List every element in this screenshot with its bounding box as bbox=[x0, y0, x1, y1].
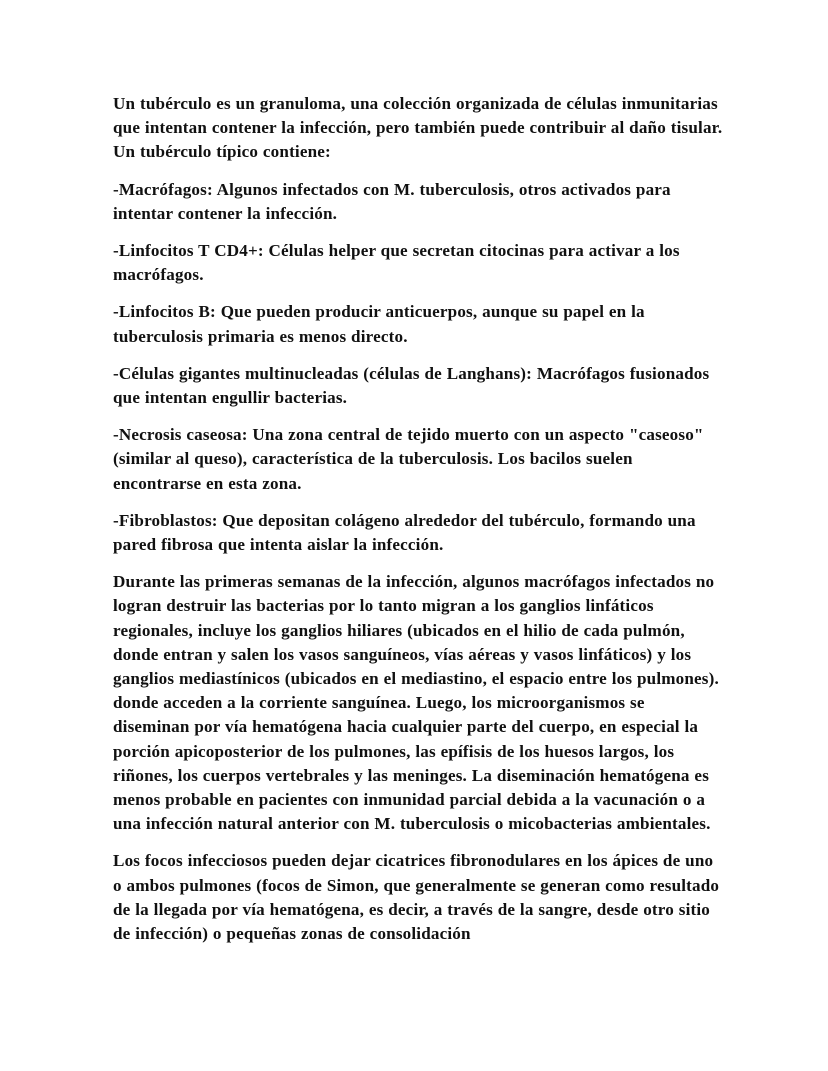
paragraph-item-necrosis-caseosa: -Necrosis caseosa: Una zona central de tejido muerto con un aspecto "caseoso" (similar al queso), característica de la tuberculosis. Los bacilos suelen encontrarse en esta zona. bbox=[113, 425, 704, 493]
paragraph-item-celulas-gigantes: -Células gigantes multinucleadas (células de Langhans): Macrófagos fusionados que intentan engullir bacterias. bbox=[113, 363, 710, 408]
paragraph-item-fibroblastos: -Fibroblastos: Que depositan colágeno alrededor del tubérculo, formando una pared fibrosa que intenta aislar la infección. bbox=[113, 510, 696, 555]
paragraph-item-macrofagos: -Macrófagos: Algunos infectados con M. tuberculosis, otros activados para intentar contener la infección. bbox=[113, 179, 671, 223]
paragraph-intro-tuberculo: Un tubérculo es un granuloma, una colección organizada de células inmunitarias que intentan contener la infección, pero también puede contribuir al daño tisular. Un tubérculo típico contiene: bbox=[113, 94, 723, 162]
paragraph-body-diseminacion: Durante las primeras semanas de la infección, algunos macrófagos infectados no logran destruir las bacterias por lo tanto migran a los ganglios linfáticos regionales, incluye los ganglios hiliares (ubicados en el hilio de cada pulmón, donde entran y salen los vasos sanguíneos, vías aéreas y vasos linfáticos) y los ganglios mediastínicos (ubicados en el mediastino, el espacio entre los pulmones). donde acceden a la corriente sanguínea. Luego, los microorganismos se diseminan por vía hematógena hacia cualquier parte del cuerpo, en especial la porción apicoposterior de los pulmones, las epífisis de los huesos largos, los riñones, los cuerpos vertebrales y las meninges. La diseminación hematógena es menos probable en pacientes con inmunidad parcial debida a la vacunación o a una infección natural anterior con M. tuberculosis o micobacterias ambientales. bbox=[113, 572, 719, 834]
paragraph-body-focos-simon: Los focos infecciosos pueden dejar cicatrices fibronodulares en los ápices de uno o ambos pulmones (focos de Simon, que generalmente se generan como resultado de la llegada por vía hematógena, es decir, a través de la sangre, desde otro sitio de infección) o pequeñas zonas de consolidación bbox=[113, 851, 720, 944]
paragraph-item-linfocitos-t-cd4: -Linfocitos T CD4+: Células helper que secretan citocinas para activar a los macrófagos. bbox=[113, 241, 680, 285]
paragraph-item-linfocitos-b: -Linfocitos B: Que pueden producir anticuerpos, aunque su papel en la tuberculosis primaria es menos directo. bbox=[113, 302, 645, 346]
document-text-body bbox=[113, 92, 725, 946]
